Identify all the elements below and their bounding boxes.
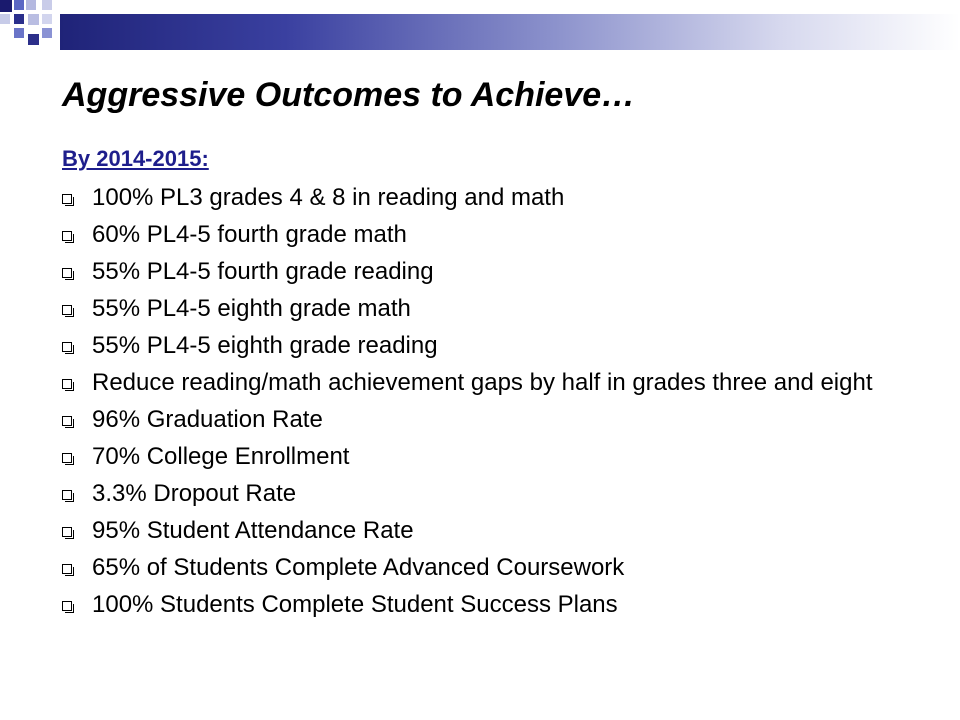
list-item-text: Reduce reading/math achievement gaps by half in grades three and eight bbox=[92, 369, 873, 396]
checkbox-icon bbox=[62, 601, 72, 611]
checkbox-icon bbox=[62, 231, 72, 241]
decorative-square bbox=[28, 14, 39, 25]
checkbox-icon bbox=[62, 379, 72, 389]
list-item bbox=[62, 371, 922, 395]
list-item bbox=[62, 223, 922, 247]
checkbox-icon bbox=[62, 194, 72, 204]
list-item bbox=[62, 260, 922, 284]
list-item bbox=[62, 297, 922, 321]
header-gradient-bar bbox=[60, 14, 960, 50]
decorative-square bbox=[0, 14, 10, 24]
list-item-text: 55% PL4-5 fourth grade reading bbox=[92, 258, 434, 285]
list-item bbox=[62, 186, 922, 210]
checkbox-icon bbox=[62, 305, 72, 315]
checkbox-icon bbox=[62, 527, 72, 537]
decorative-square bbox=[42, 0, 52, 10]
decorative-square bbox=[14, 28, 24, 38]
list-item-text: 3.3% Dropout Rate bbox=[92, 480, 297, 507]
decorative-square bbox=[14, 14, 24, 24]
checkbox-icon bbox=[62, 416, 72, 426]
list-item-text: 55% PL4-5 eighth grade reading bbox=[92, 332, 438, 359]
decorative-square bbox=[14, 0, 24, 10]
list-item-text: 96% Graduation Rate bbox=[92, 406, 323, 433]
list-item-text: 55% PL4-5 eighth grade math bbox=[92, 295, 411, 322]
list-item bbox=[62, 482, 922, 506]
list-item-text: 65% of Students Complete Advanced Coursework bbox=[92, 554, 625, 581]
decorative-square bbox=[28, 34, 39, 45]
subheading: By 2014-2015: bbox=[62, 146, 209, 171]
list-item bbox=[62, 556, 922, 580]
decorative-square bbox=[26, 0, 36, 10]
list-item-text: 60% PL4-5 fourth grade math bbox=[92, 221, 407, 248]
decorative-square bbox=[42, 28, 52, 38]
slide-title: Aggressive Outcomes to Achieve… bbox=[62, 76, 636, 114]
checkbox-icon bbox=[62, 453, 72, 463]
list-item bbox=[62, 593, 922, 617]
outcomes-list bbox=[62, 186, 922, 630]
list-item bbox=[62, 445, 922, 469]
list-item bbox=[62, 408, 922, 432]
checkbox-icon bbox=[62, 342, 72, 352]
list-item-text: 95% Student Attendance Rate bbox=[92, 517, 414, 544]
list-item-text: 100% Students Complete Student Success Plans bbox=[92, 591, 618, 618]
decorative-square bbox=[42, 14, 52, 24]
list-item bbox=[62, 519, 922, 543]
list-item-text: 70% College Enrollment bbox=[92, 443, 350, 470]
checkbox-icon bbox=[62, 268, 72, 278]
decorative-square bbox=[0, 0, 12, 12]
list-item bbox=[62, 334, 922, 358]
list-item-text: 100% PL3 grades 4 & 8 in reading and math bbox=[92, 184, 565, 211]
checkbox-icon bbox=[62, 490, 72, 500]
checkbox-icon bbox=[62, 564, 72, 574]
